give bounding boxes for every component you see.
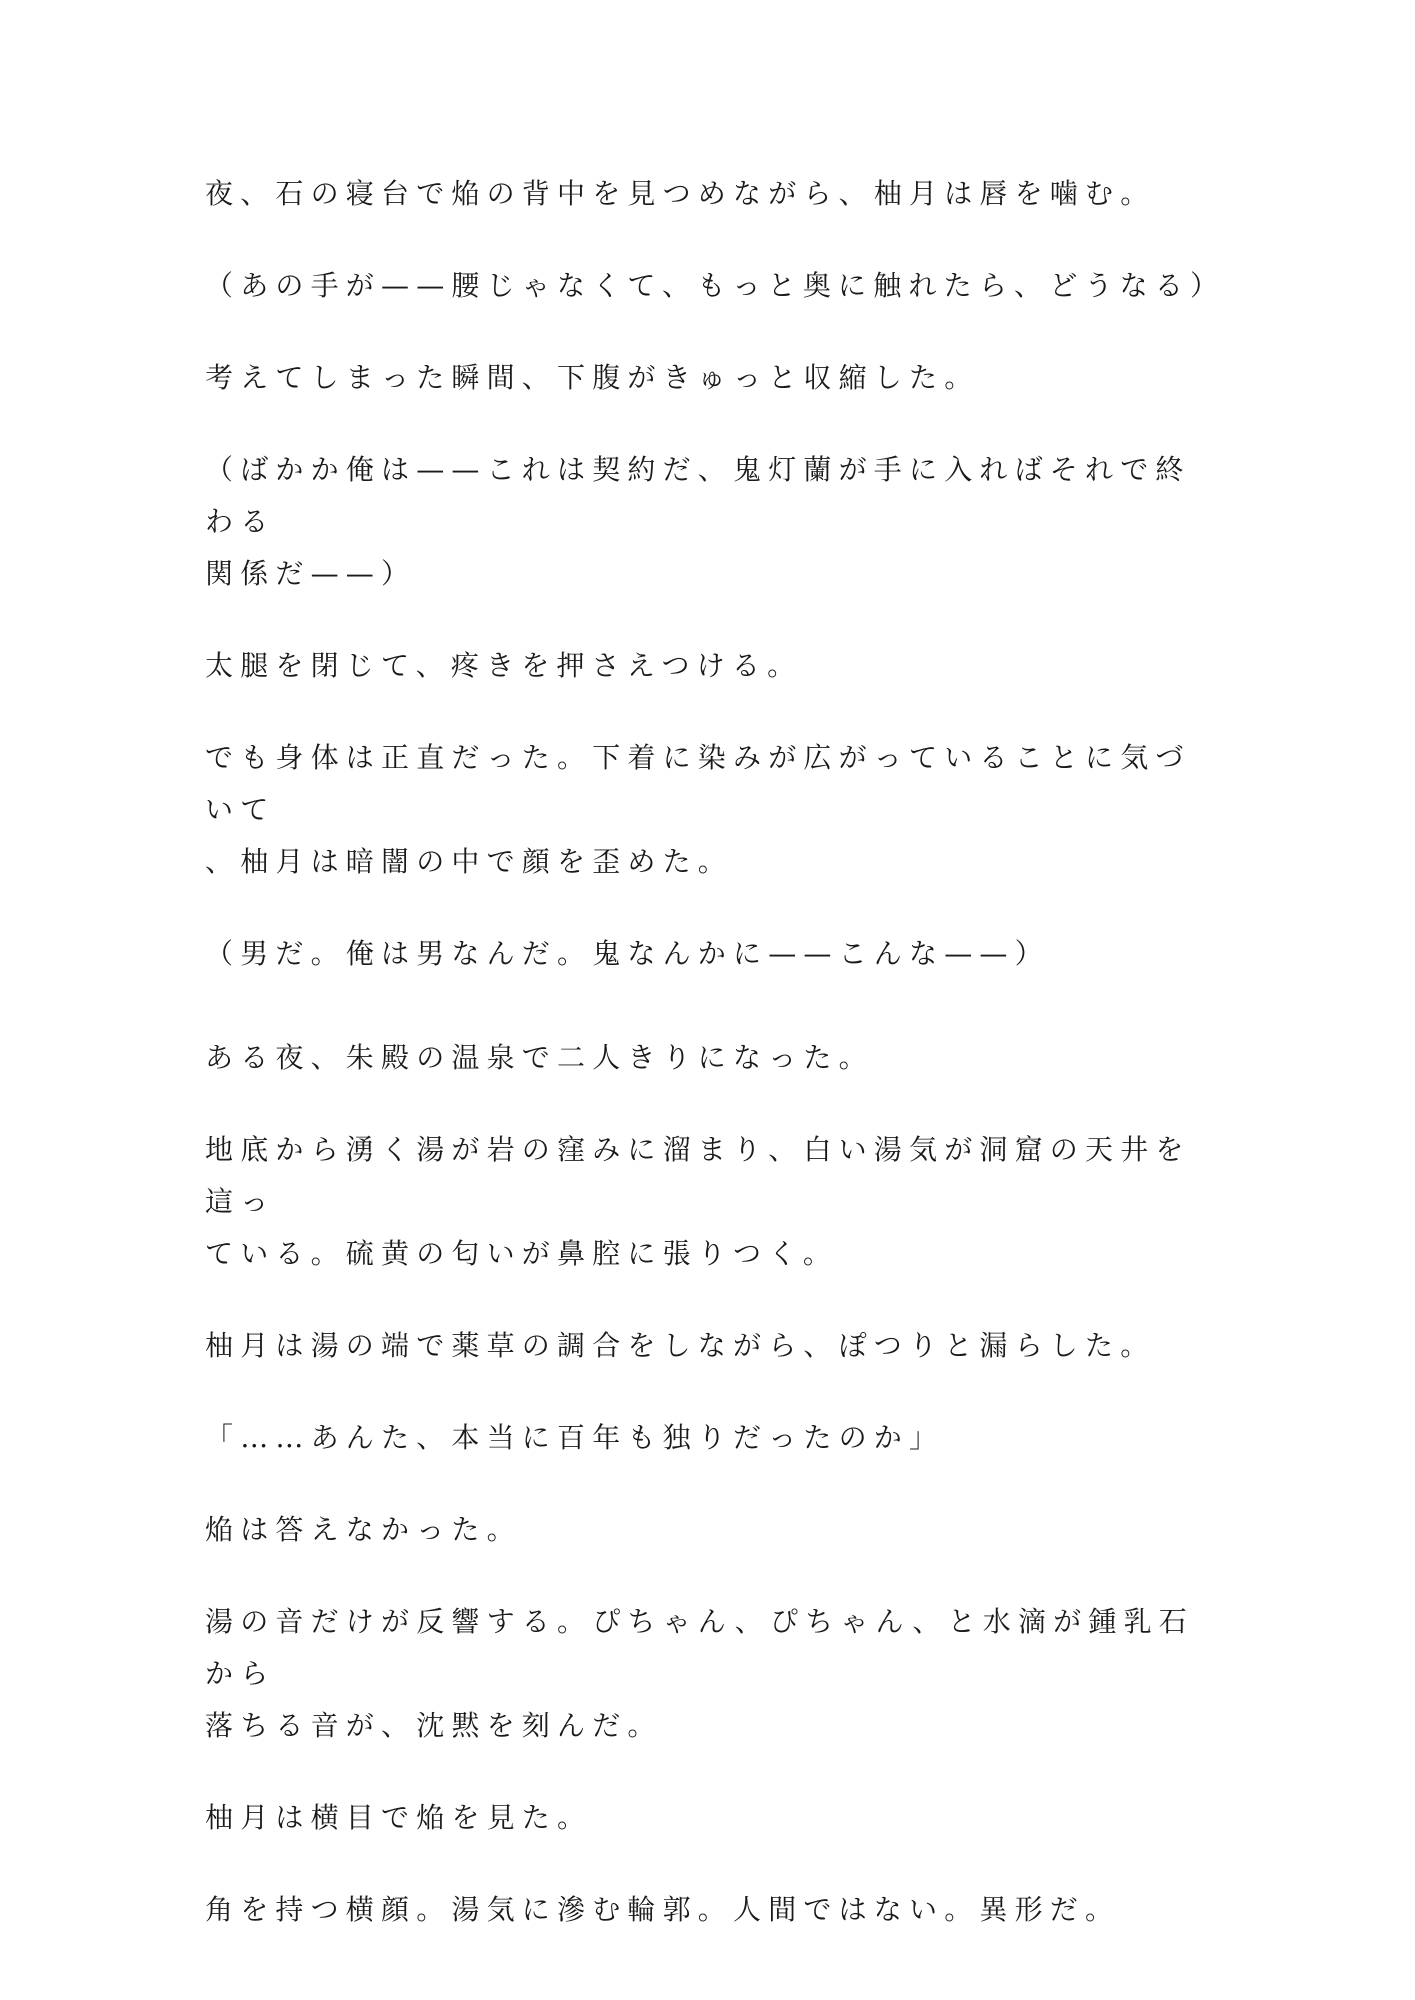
paragraph: 湯の音だけが反響する。ぴちゃん、ぴちゃん、と水滴が鍾乳石から 落ちる音が、沈黙を刻んだ。 <box>205 1605 1194 1742</box>
paragraph: 柚月は横目で焔を見た。 <box>205 1801 593 1834</box>
paragraph: （あの手が——腰じゃなくて、もっと奥に触れたら、どうなる） <box>205 269 1226 302</box>
paragraph: 地底から湧く湯が岩の窪みに溜まり、白い湯気が洞窟の天井を這っ ている。硫黄の匂いが鼻腔に張りつく。 <box>205 1133 1191 1270</box>
paragraph: 夜、石の寝台で焔の背中を見つめながら、柚月は唇を噛む。 <box>205 177 1156 210</box>
body-text <box>205 168 1226 1976</box>
paragraph: 太腿を閉じて、疼きを押さえつける。 <box>205 649 803 682</box>
paragraph: 焔は答えなかった。 <box>205 1513 522 1546</box>
paragraph: 考えてしまった瞬間、下腹がきゅっと収縮した。 <box>205 361 980 394</box>
paragraph: 「……あんた、本当に百年も独りだったのか」 <box>205 1421 945 1454</box>
paragraph: 角を持つ横顔。湯気に滲む輪郭。人間ではない。異形だ。 <box>205 1893 1121 1926</box>
paragraph: 柚月は湯の端で薬草の調合をしながら、ぽつりと漏らした。 <box>205 1329 1156 1362</box>
paragraph: （ばかか俺は——これは契約だ、鬼灯蘭が手に入ればそれで終わる 関係だ——） <box>205 453 1191 590</box>
paragraph: でも身体は正直だった。下着に染みが広がっていることに気づいて 、柚月は暗闇の中で顔を歪めた。 <box>205 741 1191 878</box>
paragraph: ある夜、朱殿の温泉で二人きりになった。 <box>205 1041 874 1074</box>
paragraph: （男だ。俺は男なんだ。鬼なんかに——こんな——） <box>205 937 1050 970</box>
